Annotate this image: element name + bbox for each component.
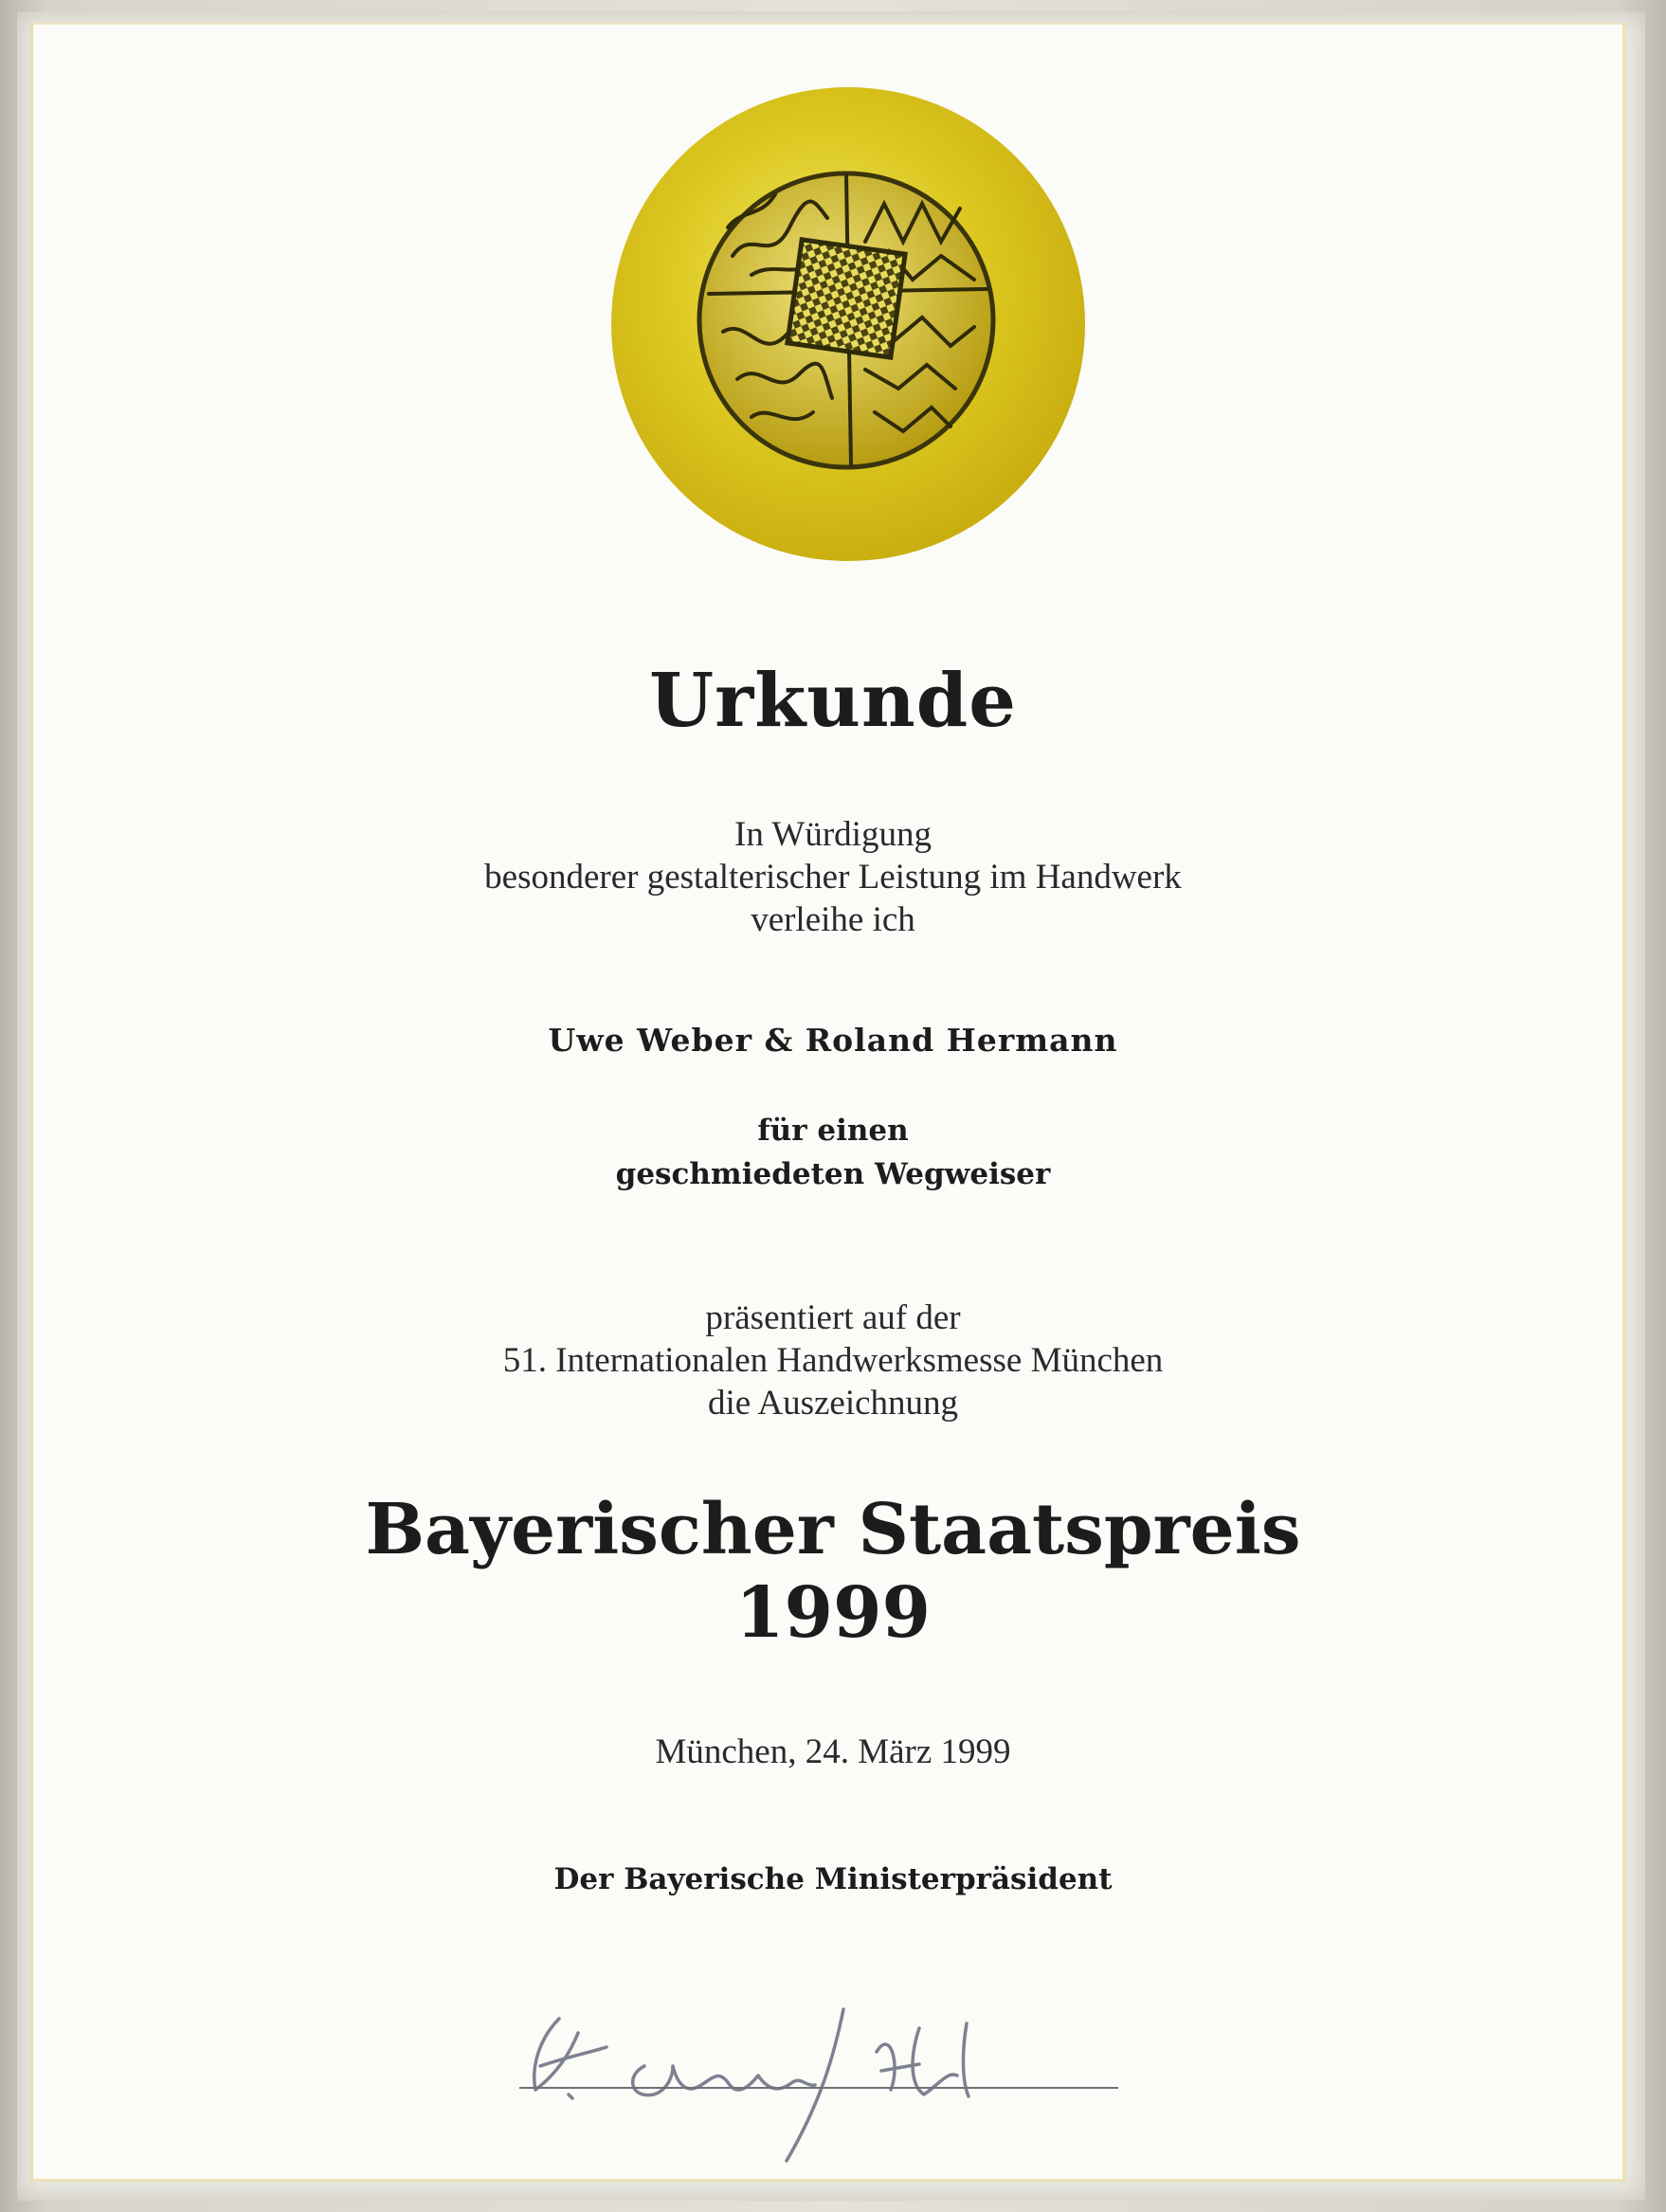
presented-line: die Auszeichnung bbox=[707, 1384, 959, 1423]
state-seal-emblem bbox=[609, 85, 1088, 564]
intro-line: besonderer gestalterischer Leistung im Handwerk bbox=[484, 858, 1182, 897]
intro-line: verleihe ich bbox=[751, 900, 915, 939]
presented-line: präsentiert auf der bbox=[705, 1298, 961, 1337]
presented-text bbox=[0, 1296, 1666, 1424]
prize-year: 1999 bbox=[735, 1572, 931, 1654]
recipient-names: Uwe Weber & Roland Hermann bbox=[548, 1022, 1118, 1059]
presented-line: 51. Internationalen Handwerksmesse München bbox=[502, 1341, 1164, 1380]
award-subject bbox=[0, 1109, 1666, 1196]
award-subject-line: für einen bbox=[757, 1114, 909, 1148]
award-subject-line: geschmiedeten Wegweiser bbox=[615, 1157, 1051, 1191]
prize-name bbox=[0, 1488, 1666, 1655]
intro-text bbox=[0, 813, 1666, 941]
intro-line: In Würdigung bbox=[734, 815, 932, 854]
prize-line: Bayerischer Staatspreis bbox=[365, 1489, 1301, 1570]
certificate-title: Urkunde bbox=[649, 658, 1017, 744]
place-date: München, 24. März 1999 bbox=[655, 1732, 1011, 1771]
lozenge-shield bbox=[788, 240, 905, 357]
handwritten-signature bbox=[502, 1933, 1090, 2180]
signer-title: Der Bayerische Ministerpräsident bbox=[553, 1862, 1113, 1896]
signature-line bbox=[519, 2087, 1118, 2089]
